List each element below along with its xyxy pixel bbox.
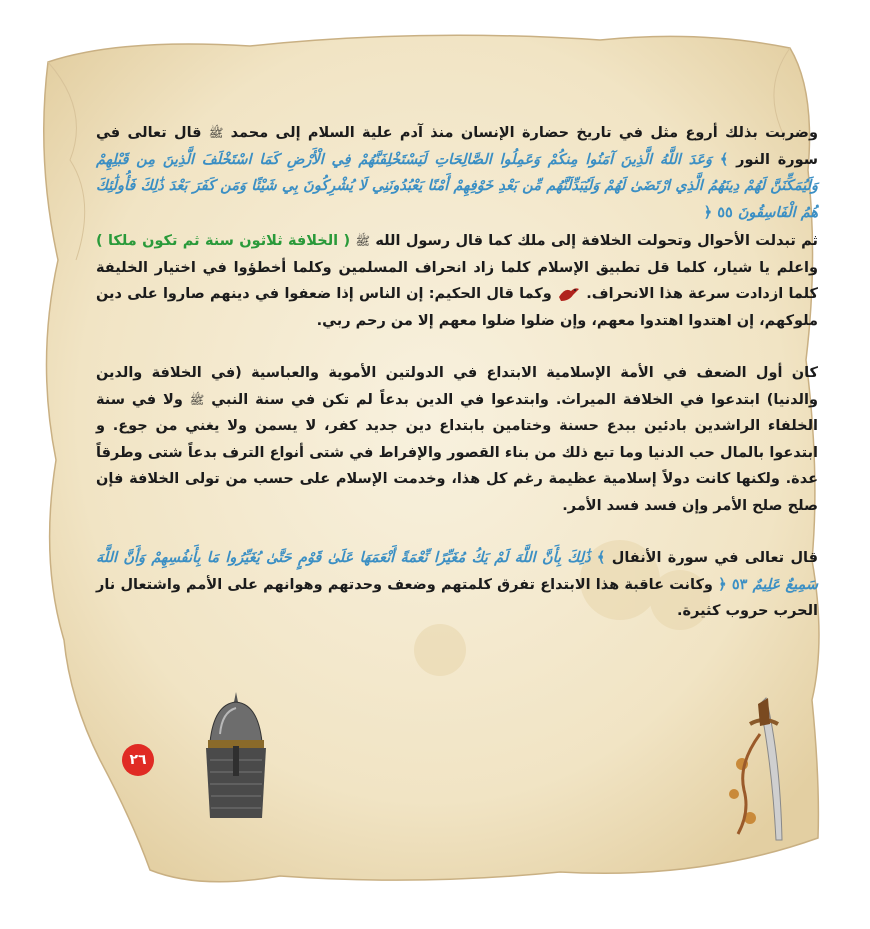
bird-icon [557, 285, 581, 303]
p4-intro: قال تعالى في سورة الأنفال [611, 550, 818, 566]
quran-verse-nur: وَعَدَ اللَّهُ الَّذِينَ آمَنُوا مِنكُمْ وَعَمِلُوا الصَّالِحَاتِ لَيَسْتَخْلِفَنَّهُمْ فِي الْأَرْضِ كَمَا اسْتَخْلَفَ الَّذِينَ مِن قَبْلِهِمْ وَلَيُمَكِّنَنَّ لَهُمْ دِينَهُمُ الَّذِي ارْتَضَىٰ لَهُمْ وَلَيُبَدِّلَنَّهُم مِّن بَعْدِ خَوْفِهِمْ أَمْنًا يَعْبُدُونَنِي لَا يُشْرِكُونَ بِي شَيْئًا وَمَن كَفَرَ بَعْدَ ذَٰلِكَ فَأُولَٰئِكَ هُمُ الْفَاسِقُونَ [96, 150, 818, 221]
paragraph-gap [96, 521, 818, 545]
p2-body2: وكما قال الحكيم: إن الناس إذا ضعفوا في دينهم صاروا على دين ملوكهم، إن اهتدوا اهتدوا معهم، وإن ضلوا ضلوا معهم إلا من رحم ربي. [96, 286, 818, 329]
quran-verse-anfal: ذَٰلِكَ بِأَنَّ اللَّهَ لَمْ يَكُ مُغَيِّرًا نِّعْمَةً أَنْعَمَهَا عَلَىٰ قَوْمٍ حَتَّىٰ يُغَيِّرُوا مَا بِأَنفُسِهِمْ وَأَنَّ اللَّهَ سَمِيعٌ عَلِيمٌ [96, 549, 818, 593]
pbuh-glyph: ﷺ [189, 392, 205, 407]
p4-after: وكانت عاقبة هذا الابتداع تفرق كلمتهم وضعف وحدتهم وهوانهم على الأمم واشتعال نار الحرب حروب كثيرة. [96, 576, 818, 619]
p1-intro: وضربت بذلك أروع مثل في تاريخ حضارة الإنسان منذ آدم علية السلام إلى محمد [230, 125, 818, 141]
page-number-badge: ٢٦ [122, 744, 154, 776]
ayah-open-bracket: ﴾ [596, 549, 606, 566]
ayah-number: ٥٥ [717, 203, 733, 221]
p1-after: قال تعالى في سورة النور [96, 125, 818, 168]
p3-a: كان أول الضعف في الأمة الإسلامية الابتداع في الدولتين الأموية والعباسية (في الخلافة والدين والدنيا) ابتدعوا في الخلافة الميراث. وابتدعوا في الدين بدعاً لم تكن في سنة النبي [96, 365, 818, 408]
hadith-quote: ( الخلافة ثلاثون سنة ثم تكون ملكا ) [96, 233, 351, 249]
pbuh-glyph: ﷺ [208, 126, 224, 140]
sword-icon [720, 694, 800, 844]
article-body [96, 120, 818, 627]
helmet-icon [196, 690, 276, 820]
pbuh-glyph: ﷺ [355, 234, 370, 248]
paragraph-2 [96, 228, 818, 334]
ayah-number: ٥٣ [731, 575, 748, 593]
p2-intro: ثم تبدلت الأحوال وتحولت الخلافة إلى ملك كما قال رسول الله [375, 233, 818, 249]
ayah-close-bracket: ﴿ [703, 203, 713, 221]
paragraph-gap [96, 336, 818, 360]
ayah-open-bracket: ﴾ [719, 150, 729, 168]
paragraph-1 [96, 120, 818, 226]
paragraph-3 [96, 360, 818, 519]
paragraph-4 [96, 545, 818, 625]
p2-body: واعلم يا شيار، كلما قل تطبيق الإسلام كلما زاد انحراف المسلمين وكلما أخطؤوا في اختيار الخليفة كلما ازدادت سرعة هذا الانحراف. [96, 259, 818, 302]
ayah-close-bracket: ﴿ [718, 575, 727, 593]
p3-b: ولا في سنة الخلفاء الراشدين بادئين ببدع حسنة وختامين بابتداع دين جديد كفر، لا يسمن ولا يغني من جوع. و ابتدعوا بالمال حب الدنيا وما تبع ذلك من بناء القصور والإفراط في شتى أنواع الترف بدعاً شتى وطرقاً عدة. ولكنها كانت دولاً إسلامية عظيمة رغم كل هذا، وخدمت الإسلام على حسب من تولى الخلافة فإن صلح صلح الأمر وإن فسد فسد الأمر. [96, 391, 818, 514]
